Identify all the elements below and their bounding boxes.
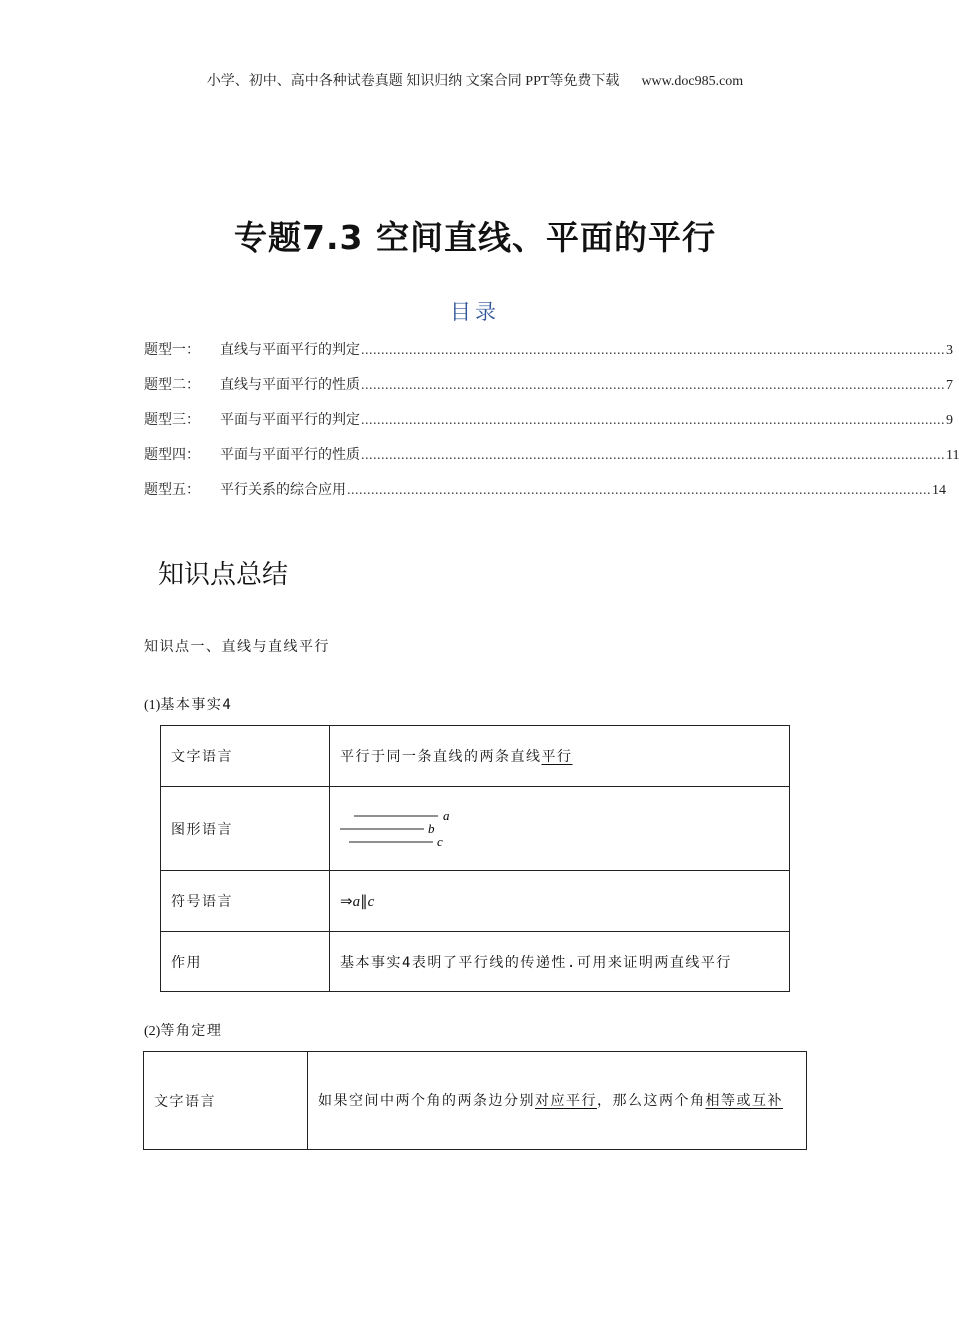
equal-angle-table [143, 1051, 807, 1150]
row-label: 作用 [161, 932, 330, 992]
toc-leader-dots: .................................................................................................................................................. [347, 483, 931, 498]
toc-item-page: 14 [932, 483, 946, 498]
section-title: 知识点总结 [158, 560, 289, 590]
header-text: 小学、初中、高中各种试卷真题 知识归纳 文案合同 PPT等免费下载 [206, 74, 620, 89]
header-url[interactable]: www.doc985.com [641, 74, 744, 89]
toc-item-label: 平行关系的综合应用 [220, 482, 346, 498]
line-label-c: c [437, 833, 443, 849]
row-content: 基本事实4表明了平行线的传递性.可用来证明两直线平行 [330, 932, 790, 992]
row-content [330, 787, 790, 871]
row-label: 文字语言 [161, 726, 330, 787]
toc-item[interactable] [144, 444, 959, 479]
table-row [161, 726, 790, 787]
row-content [330, 726, 790, 787]
toc-item-label: 直线与平面平行的判定 [220, 342, 360, 358]
implies-symbol: ⇒ [340, 893, 353, 910]
toc-item[interactable] [144, 374, 953, 409]
toc-leader-dots: .................................................................................................................................................. [361, 378, 945, 393]
text-part: 如果空间中两个角的两条边分别 [318, 1092, 535, 1109]
toc-item-type: 题型五： [144, 482, 200, 498]
table-row [144, 1052, 807, 1150]
row-label: 图形语言 [161, 787, 330, 871]
toc-item-page: 7 [946, 378, 953, 393]
subsection-label: 等角定理 [160, 1023, 223, 1039]
subsection-number: (1) [144, 698, 161, 713]
row-label: 符号语言 [161, 871, 330, 932]
variable-a: a [352, 893, 361, 910]
symbol-language [330, 871, 790, 932]
toc-leader-dots: .................................................................................................................................................. [361, 448, 945, 463]
variable-c: c [367, 893, 375, 910]
toc-item[interactable] [144, 479, 946, 514]
toc-item[interactable] [144, 409, 953, 444]
toc-item-label: 直线与平面平行的性质 [220, 377, 360, 393]
knowledge-point-title: 知识点一、直线与直线平行 [144, 639, 330, 655]
row-label: 文字语言 [144, 1052, 308, 1150]
toc-item-label: 平面与平面平行的判定 [220, 412, 360, 428]
fact4-table [160, 725, 790, 992]
parallel-lines-diagram [340, 807, 470, 851]
table-row [161, 787, 790, 871]
toc-item-page: 3 [946, 343, 953, 358]
text-language: 平行于同一条直线的两条直线 [340, 749, 542, 765]
line-label-b: b [428, 820, 435, 836]
toc-heading: 目录 [450, 300, 500, 324]
table-of-contents [144, 339, 959, 514]
answer-underline: 对应平行 [535, 1092, 597, 1109]
toc-item-type: 题型四： [144, 447, 200, 463]
toc-leader-dots: .................................................................................................................................................. [361, 413, 945, 428]
document-title: 专题7.3 空间直线、平面的平行 [234, 218, 716, 257]
toc-item-type: 题型三： [144, 412, 200, 428]
table-row [161, 932, 790, 992]
row-content [308, 1052, 807, 1150]
subsection-title-fact4 [144, 694, 232, 714]
toc-item-type: 题型一： [144, 342, 200, 358]
toc-item-page: 11 [946, 448, 959, 463]
toc-item-label: 平面与平面平行的性质 [220, 447, 360, 463]
text-part: ，那么这两个角 [597, 1092, 706, 1109]
line-label-a: a [443, 807, 450, 823]
parallel-symbol: ∥ [360, 893, 368, 910]
table-row [161, 871, 790, 932]
page-header [0, 70, 950, 90]
answer-underline: 相等或互补 [705, 1092, 783, 1109]
subsection-label: 基本事实4 [160, 697, 233, 713]
subsection-title-equal-angle [144, 1020, 222, 1040]
toc-item[interactable] [144, 339, 953, 374]
toc-leader-dots: .................................................................................................................................................. [361, 343, 945, 358]
toc-item-type: 题型二： [144, 377, 200, 393]
toc-item-page: 9 [946, 413, 953, 428]
answer-underline: 平行 [541, 749, 573, 765]
subsection-number: (2) [144, 1024, 161, 1039]
